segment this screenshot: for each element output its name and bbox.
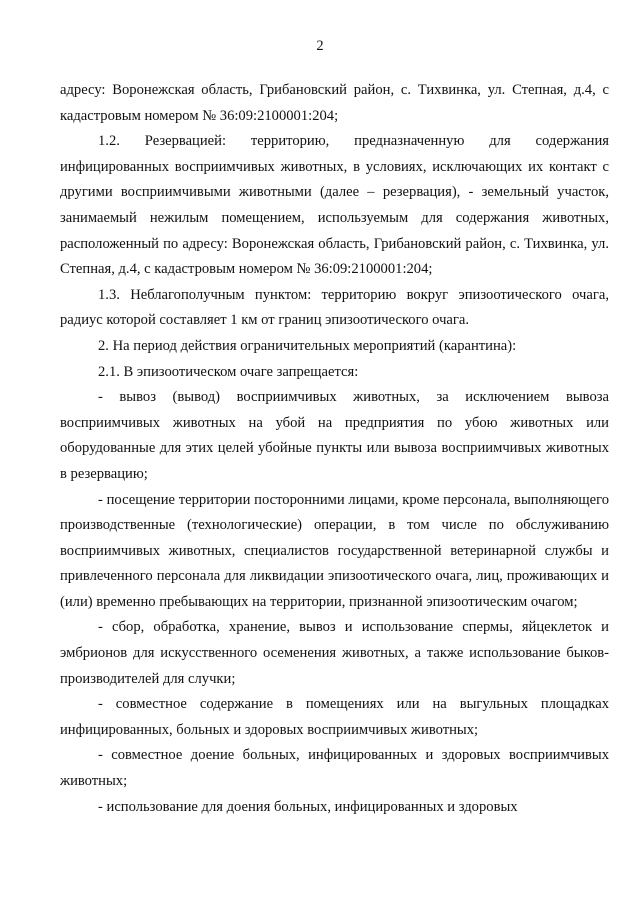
list-item-visitor-access: - посещение территории посторонними лицами, кроме персонала, выполняющего производственные (технологические) операции, в том числе по обслуживанию восприимчивых животных, специалистов государственной ветеринарной службы и привлеченного персонала для ликвидации эпизоотического очага, лиц, проживающих и (или) временно пребывающих на территории, признанной эпизоотическим очагом; [60,491,609,610]
paragraph-2-1-prohibitions: 2.1. В эпизоотическом очаге запрещается: [98,363,359,380]
document-body [60,78,609,820]
page-number: 2 [316,38,324,54]
paragraph-2-quarantine-period: 2. На период действия ограничительных мероприятий (карантина): [98,337,517,354]
list-item-milking-equipment: - использование для доения больных, инфицированных и здоровых [98,798,518,815]
paragraph-1-3-unfavorable-point: 1.3. Неблагополучным пунктом: территорию вокруг эпизоотического очага, радиус которой составляет 1 км от границ эпизоотического очага. [60,286,609,329]
list-item-joint-keeping: - совместное содержание в помещениях или на выгульных площадках инфицированных, больных и здоровых восприимчивых животных; [60,696,609,738]
paragraph-1-2-reservation: 1.2. Резервацией: территорию, предназначенную для содержания инфицированных восприимчивых животных, в условиях, исключающих их контакт с другими восприимчивыми животными (далее – резервация), - земельный участок, занимаемый нежилым помещением, используемым для содержания животных, расположенный по адресу: Воронежская область, Грибановский район, с. Тихвинка, ул. Степная, д.4, с кадастровым номером № 36:09:2100001:204; [60,133,609,278]
list-item-breeding-material: - сбор, обработка, хранение, вывоз и использование спермы, яйцеклеток и эмбрионов для искусственного осеменения животных, а также использование быков-производителей для случки; [60,619,609,687]
list-item-joint-milking: - совместное доение больных, инфицированных и здоровых восприимчивых животных; [60,747,609,790]
list-item-animal-export: - вывоз (вывод) восприимчивых животных, за исключением вывоза восприимчивых животных на убой на предприятия по убою животных или оборудованные для этих целей убойные пункты или вывоза восприимчивых животных в резервацию; [60,389,609,482]
paragraph-address-continuation: адресу: Воронежская область, Грибановский район, с. Тихвинка, ул. Степная, д.4, с кадастровым номером № 36:09:2100001:204; [60,82,609,124]
